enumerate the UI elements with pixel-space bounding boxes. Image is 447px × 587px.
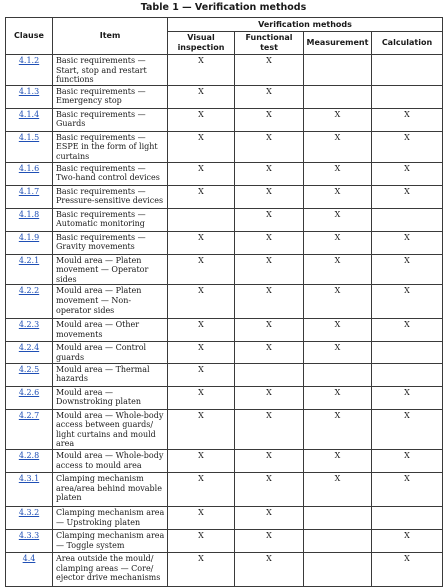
calculation-cell: X [372,409,443,449]
header-verification-methods: Verification methods [168,18,443,32]
clause-cell [6,85,53,108]
functional-cell: X [235,449,304,472]
calculation-cell [372,363,443,386]
item-cell: Basic requirements — Emergency stop [53,85,168,108]
clause-cell [6,108,53,131]
clause-cell [6,285,53,319]
table-row [6,506,443,529]
measurement-cell: X [304,208,372,231]
clause-link[interactable]: 4.2.8 [18,450,40,460]
calculation-cell: X [372,449,443,472]
functional-cell: X [235,319,304,342]
item-cell: Mould area — Control guards [53,342,168,363]
clause-link[interactable]: 4.1.8 [18,209,40,219]
visual-cell: X [168,386,235,409]
measurement-cell: X [304,185,372,208]
item-cell: Mould area — Downstroking platen [53,386,168,409]
clause-cell [6,131,53,162]
table-row [6,552,443,586]
calculation-cell: X [372,231,443,254]
clause-cell [6,231,53,254]
measurement-cell: X [304,231,372,254]
functional-cell: X [235,552,304,586]
header-item: Item [53,18,168,55]
table-row [6,363,443,386]
clause-cell [6,506,53,529]
item-cell: Clamping mechanism area — Upstroking platen [53,506,168,529]
clause-link[interactable]: 4.2.4 [18,343,40,353]
clause-link[interactable]: 4.2.7 [18,410,40,420]
item-cell: Basic requirements — Automatic monitoring [53,208,168,231]
item-cell: Mould area — Platen movement — Non-operator sides [53,285,168,319]
calculation-cell: X [372,162,443,185]
clause-cell [6,55,53,86]
visual-cell: X [168,108,235,131]
calculation-cell: X [372,319,443,342]
clause-cell [6,472,53,506]
calculation-cell [372,85,443,108]
clause-link[interactable]: 4.2.5 [18,364,40,374]
visual-cell: X [168,85,235,108]
measurement-cell [304,55,372,86]
functional-cell: X [235,342,304,363]
measurement-cell: X [304,319,372,342]
item-cell: Clamping mechanism area — Toggle system [53,529,168,552]
functional-cell: X [235,285,304,319]
clause-cell [6,319,53,342]
functional-cell: X [235,254,304,285]
table-row [6,472,443,506]
measurement-cell [304,506,372,529]
table-body [6,55,443,587]
measurement-cell [304,85,372,108]
item-cell: Mould area — Thermal hazards [53,363,168,386]
clause-cell [6,254,53,285]
visual-cell: X [168,449,235,472]
functional-cell: X [235,85,304,108]
calculation-cell [372,55,443,86]
measurement-cell: X [304,254,372,285]
clause-link[interactable]: 4.2.3 [18,320,40,330]
verification-methods-table [5,17,443,587]
clause-link[interactable]: 4.1.7 [18,186,40,196]
header-clause: Clause [6,18,53,55]
calculation-cell [372,342,443,363]
clause-link[interactable]: 4.1.6 [18,163,40,173]
visual-cell: X [168,409,235,449]
measurement-cell: X [304,386,372,409]
clause-cell [6,449,53,472]
item-cell: Mould area — Other movements [53,319,168,342]
functional-cell: X [235,131,304,162]
table-row [6,55,443,86]
calculation-cell: X [372,185,443,208]
calculation-cell: X [372,108,443,131]
calculation-cell: X [372,285,443,319]
calculation-cell: X [372,254,443,285]
visual-cell: X [168,231,235,254]
table-row [6,342,443,363]
visual-cell: X [168,185,235,208]
visual-cell: X [168,472,235,506]
measurement-cell: X [304,342,372,363]
table-row [6,208,443,231]
item-cell: Basic requirements — Two-hand control devices [53,162,168,185]
calculation-cell: X [372,131,443,162]
measurement-cell: X [304,409,372,449]
measurement-cell [304,529,372,552]
functional-cell: X [235,185,304,208]
measurement-cell: X [304,108,372,131]
functional-cell: X [235,231,304,254]
item-cell: Basic requirements — ESPE in the form of light curtains [53,131,168,162]
item-cell: Basic requirements — Pressure-sensitive devices [53,185,168,208]
functional-cell: X [235,55,304,86]
visual-cell: X [168,254,235,285]
clause-link[interactable]: 4.4 [22,553,36,563]
clause-cell [6,552,53,586]
clause-link[interactable]: 4.1.2 [18,56,40,65]
measurement-cell [304,363,372,386]
functional-cell: X [235,506,304,529]
visual-cell: X [168,319,235,342]
clause-link[interactable]: 4.2.6 [18,387,40,397]
clause-cell [6,409,53,449]
table-row [6,108,443,131]
visual-cell: X [168,529,235,552]
table-header [6,18,443,55]
item-cell: Mould area — Whole-body access to mould area [53,449,168,472]
table-row [6,231,443,254]
table-row [6,185,443,208]
functional-cell: X [235,386,304,409]
clause-link[interactable]: 4.2.2 [18,286,40,296]
table-title: Table 1 — Verification methods [140,2,307,13]
clause-link[interactable]: 4.1.9 [18,232,40,242]
visual-cell: X [168,131,235,162]
item-cell: Mould area — Whole-body access between guards/ light curtains and mould area [53,409,168,449]
calculation-cell: X [372,552,443,586]
calculation-cell [372,506,443,529]
calculation-cell: X [372,529,443,552]
visual-cell: X [168,342,235,363]
clause-link[interactable]: 4.3.3 [18,530,40,540]
functional-cell: X [235,108,304,131]
table-row [6,529,443,552]
table-row [6,85,443,108]
measurement-cell: X [304,131,372,162]
header-measurement: Measurement [304,32,372,55]
functional-cell: X [235,208,304,231]
measurement-cell [304,552,372,586]
visual-cell: X [168,162,235,185]
measurement-cell: X [304,472,372,506]
calculation-cell [372,208,443,231]
functional-cell [235,363,304,386]
clause-link[interactable]: 4.1.5 [18,132,40,142]
header-visual-inspection: Visual inspection [168,32,235,55]
functional-cell: X [235,409,304,449]
table-row [6,449,443,472]
clause-cell [6,342,53,363]
item-cell: Basic requirements — Start, stop and restart functions [53,55,168,86]
clause-link[interactable]: 4.3.1 [18,473,40,483]
visual-cell [168,208,235,231]
visual-cell: X [168,285,235,319]
measurement-cell: X [304,285,372,319]
clause-cell [6,386,53,409]
header-functional-test: Functional test [235,32,304,55]
clause-link[interactable]: 4.3.2 [18,507,40,517]
table-row [6,254,443,285]
table-row [6,285,443,319]
calculation-cell: X [372,472,443,506]
measurement-cell: X [304,449,372,472]
clause-cell [6,363,53,386]
visual-cell: X [168,363,235,386]
functional-cell: X [235,472,304,506]
item-cell: Area outside the mould/ clamping areas — Core/ ejector drive mechanisms [53,552,168,586]
clause-cell [6,529,53,552]
item-cell: Clamping mechanism area/area behind movable platen [53,472,168,506]
header-calculation: Calculation [372,32,443,55]
functional-cell: X [235,529,304,552]
clause-cell [6,208,53,231]
item-cell: Mould area — Platen movement — Operator sides [53,254,168,285]
visual-cell: X [168,506,235,529]
clause-link[interactable]: 4.1.3 [18,86,40,96]
visual-cell: X [168,55,235,86]
item-cell: Basic requirements — Guards [53,108,168,131]
table-row [6,386,443,409]
visual-cell: X [168,552,235,586]
clause-cell [6,162,53,185]
table-row [6,162,443,185]
table-row [6,131,443,162]
clause-cell [6,185,53,208]
item-cell: Basic requirements — Gravity movements [53,231,168,254]
table-row [6,319,443,342]
clause-link[interactable]: 4.1.4 [18,109,40,119]
clause-link[interactable]: 4.2.1 [18,255,40,265]
calculation-cell: X [372,386,443,409]
table-row [6,409,443,449]
measurement-cell: X [304,162,372,185]
functional-cell: X [235,162,304,185]
